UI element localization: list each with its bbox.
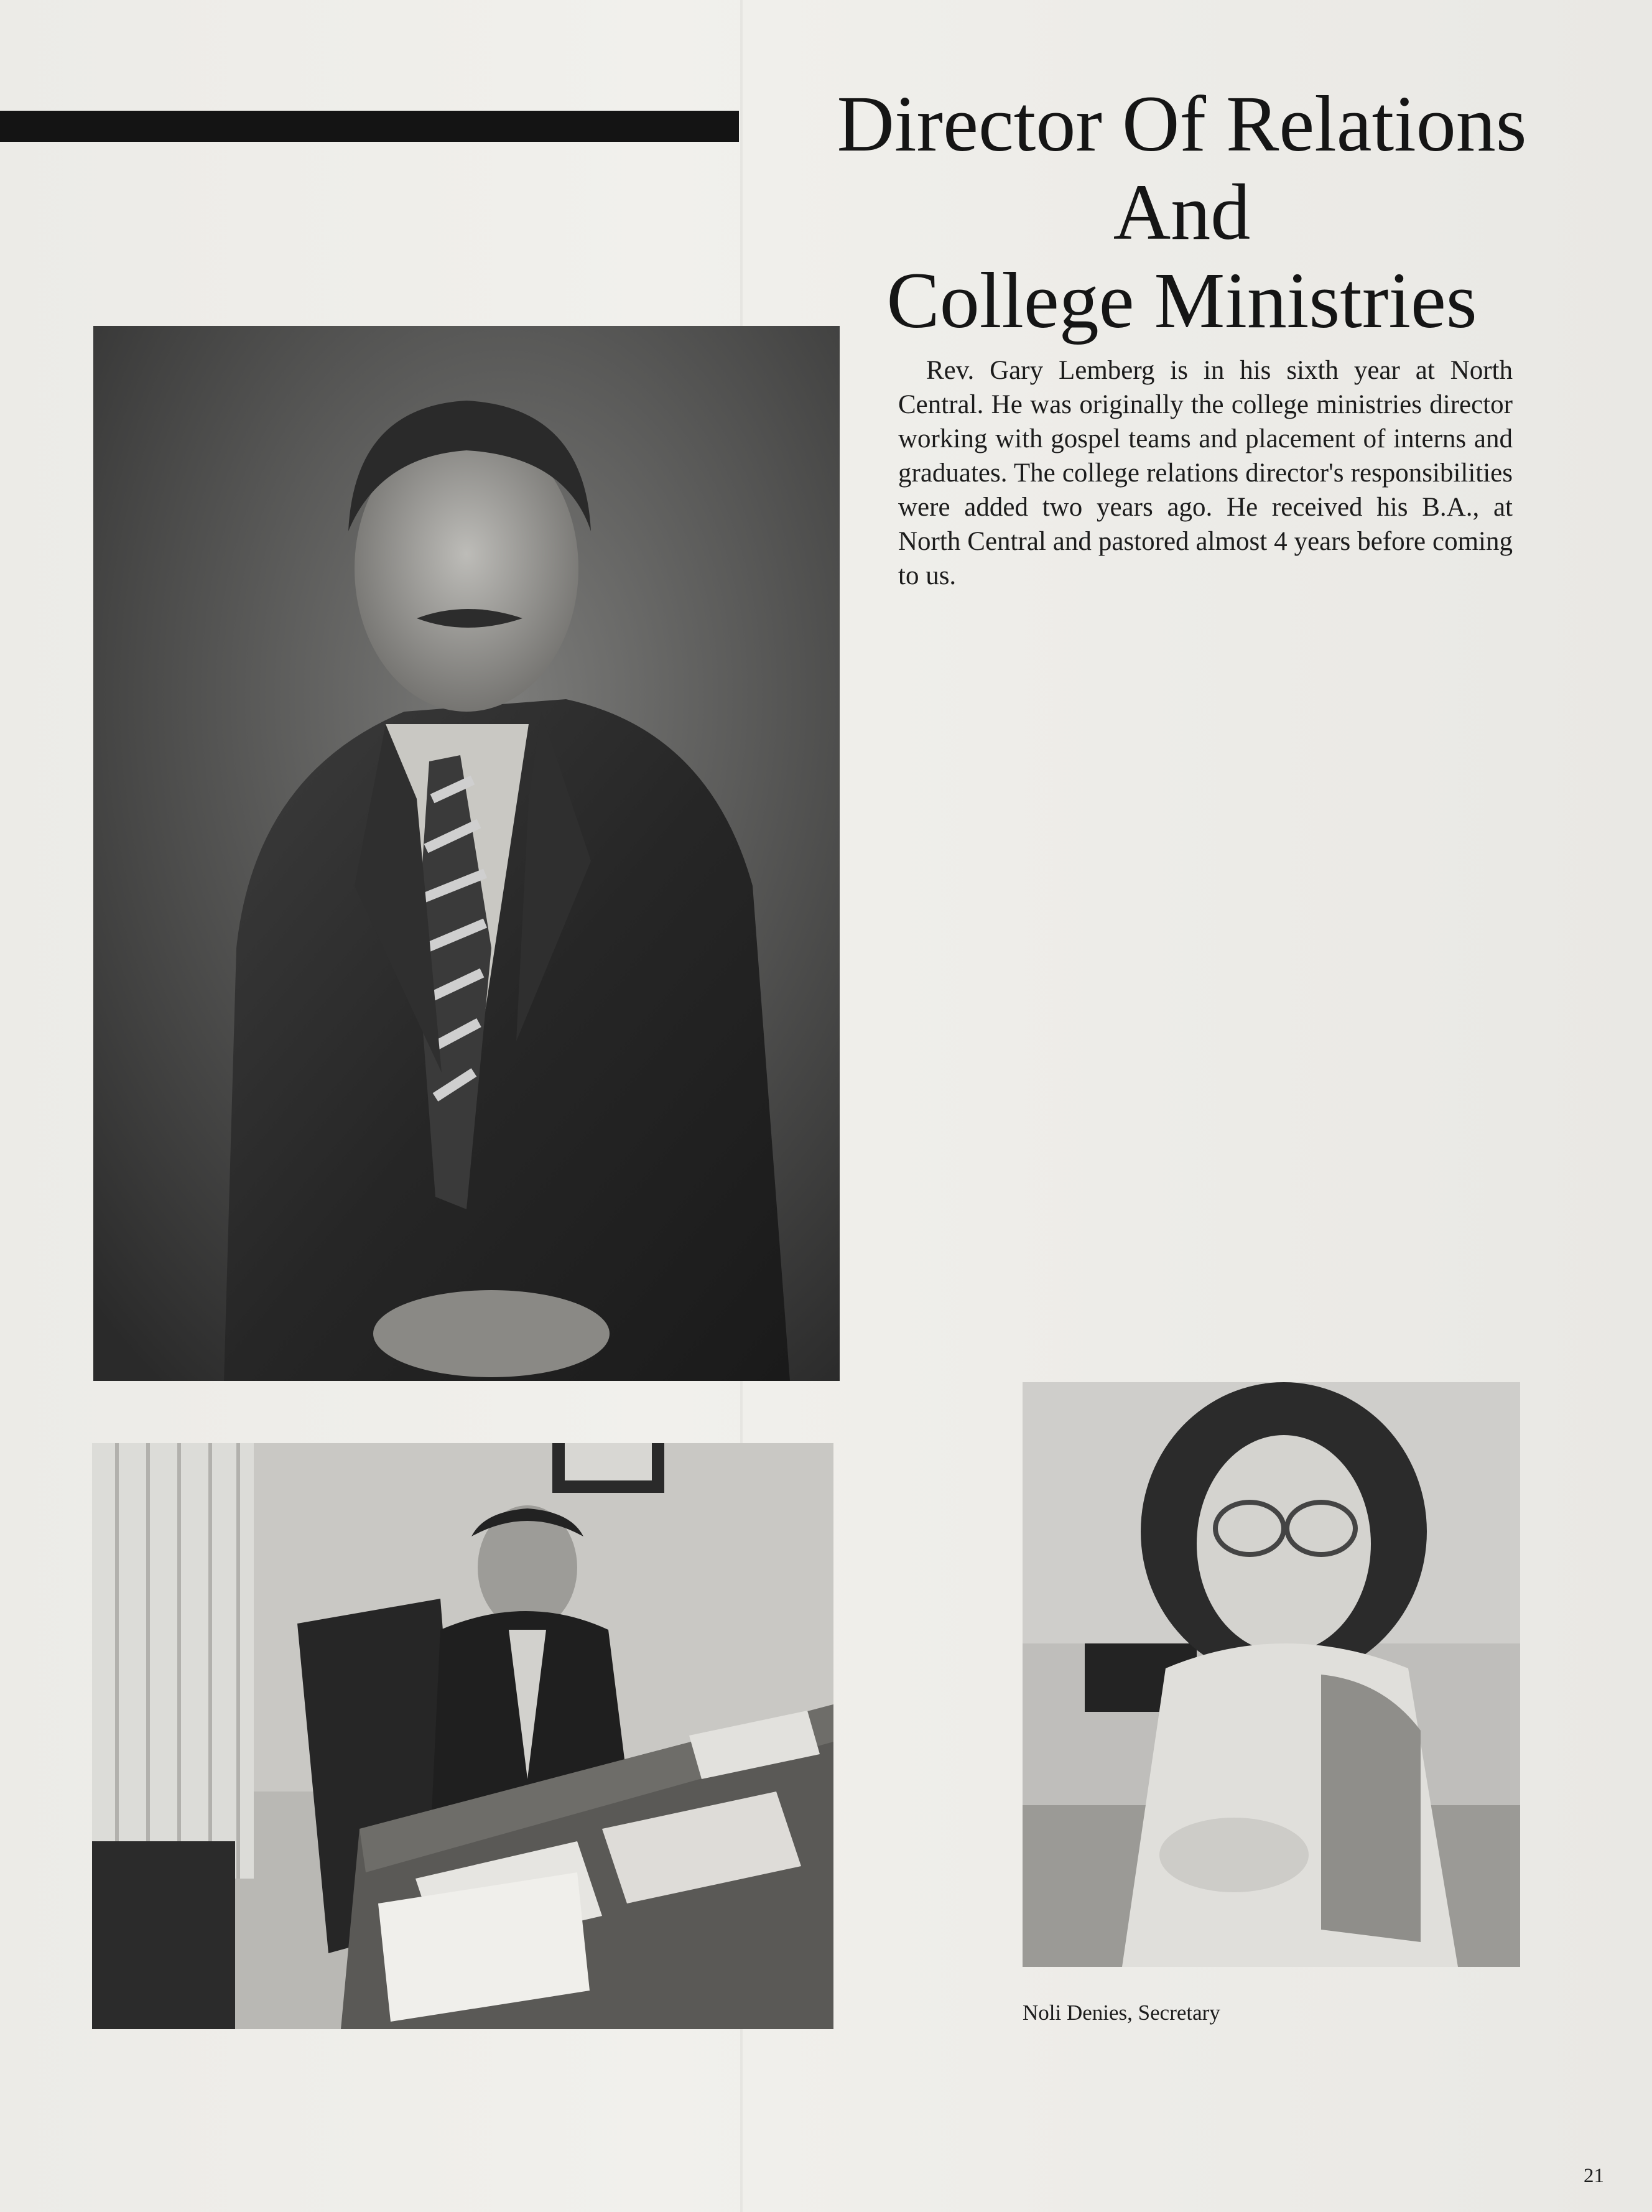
director-biography: Rev. Gary Lemberg is in his sixth year at North Central. He was originally the college ministries director working with gospel teams and placement of interns and graduates. The college relations director's responsibilities were added two years ago. He received his B.A., at North Central and pastored almost 4 years before coming to us. [898, 356, 1513, 590]
secretary-photo [1023, 1382, 1520, 1967]
office-desk-photo [92, 1443, 833, 2029]
page-number: 21 [1584, 2165, 1604, 2187]
secretary-caption: Noli Denies, Secretary [1023, 2001, 1220, 2025]
headline-line-2: And [1113, 168, 1251, 256]
title-rule-bar [0, 111, 739, 142]
director-portrait-photo [93, 326, 840, 1381]
portrait-image [93, 326, 840, 1381]
headline-line-3: College Ministries [886, 256, 1477, 345]
secretary-image [1023, 1382, 1520, 1967]
desk-image [92, 1443, 833, 2029]
page-headline [746, 80, 1617, 345]
headline-line-1: Director Of Relations [837, 80, 1527, 168]
